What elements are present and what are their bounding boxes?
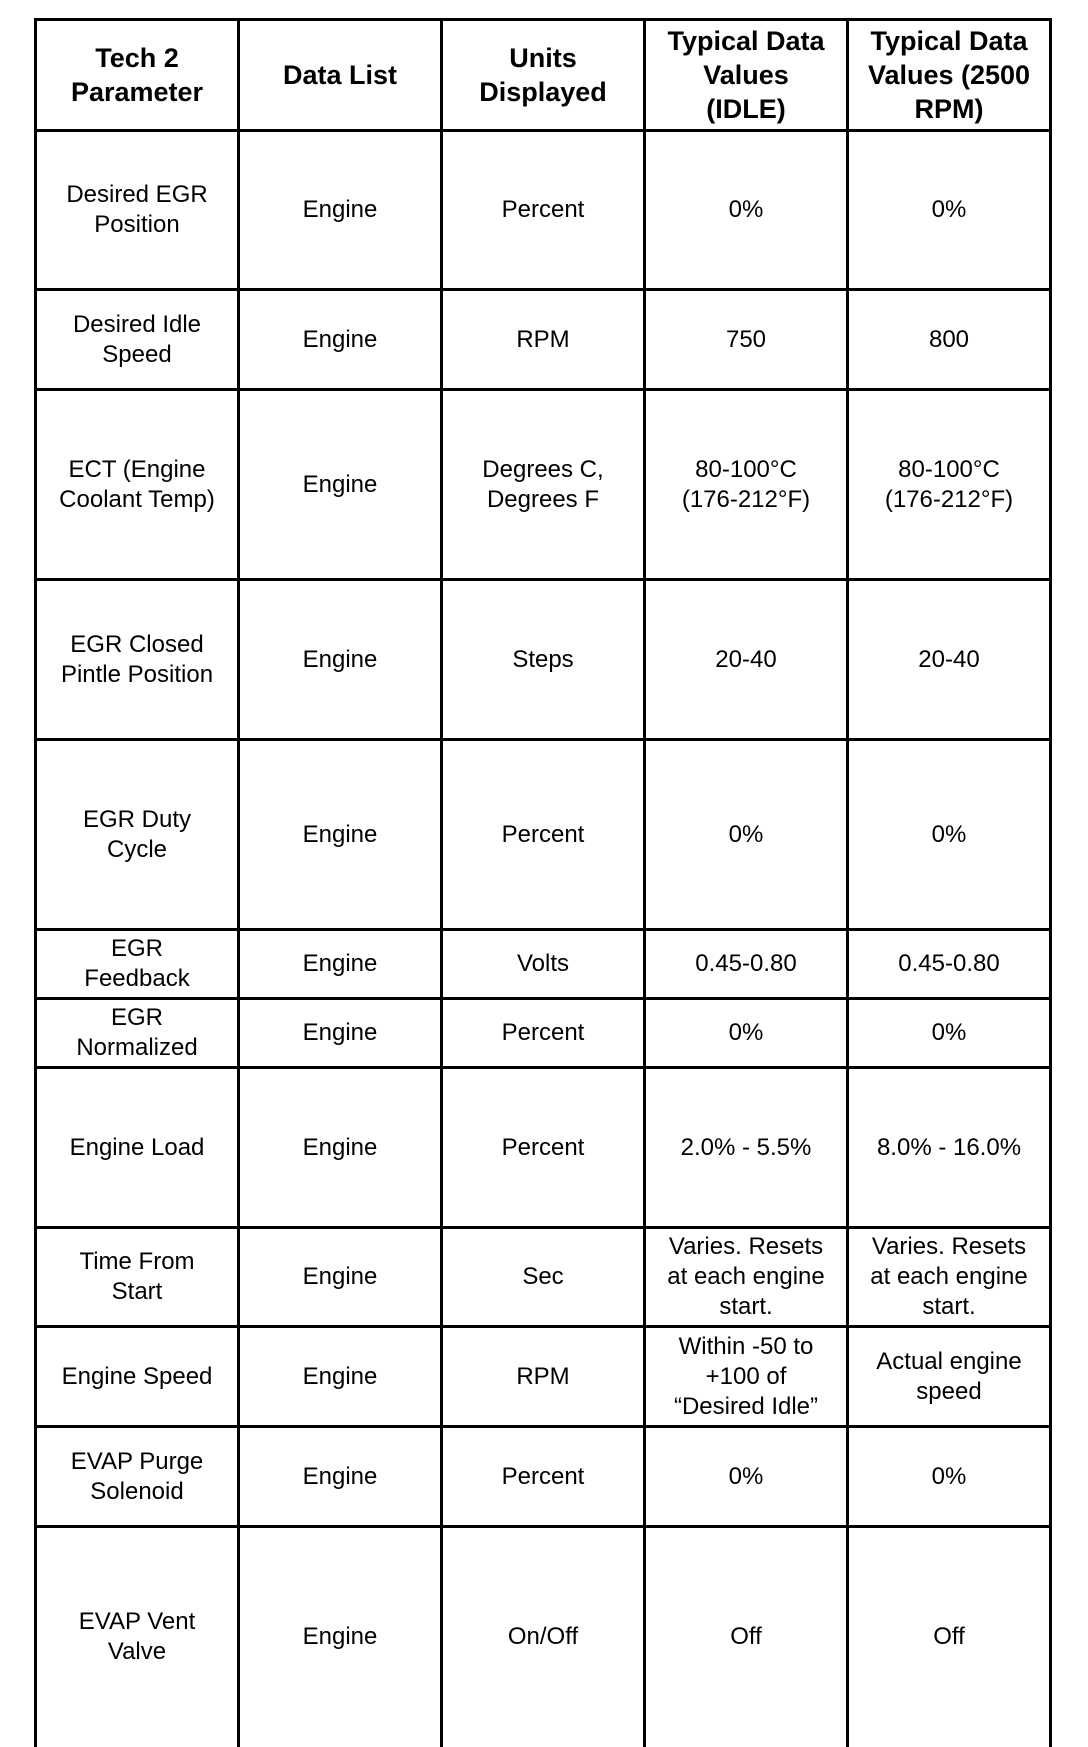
cell-idle-value: 2.0% - 5.5% <box>645 1068 848 1228</box>
cell-parameter: Engine Load <box>36 1068 239 1228</box>
table-row <box>36 580 1051 740</box>
table-row <box>36 1327 1051 1427</box>
cell-2500rpm-value: 0% <box>848 740 1051 930</box>
tech2-parameter-table <box>34 18 1052 1747</box>
cell-2500rpm-value: 0% <box>848 999 1051 1068</box>
cell-data-list: Engine <box>239 131 442 290</box>
cell-idle-value: 80-100°C (176-212°F) <box>645 390 848 580</box>
cell-2500rpm-value: 800 <box>848 290 1051 390</box>
cell-idle-value: 0% <box>645 1427 848 1527</box>
cell-units: Percent <box>442 999 645 1068</box>
table-row <box>36 290 1051 390</box>
cell-parameter: EVAP Vent Valve <box>36 1527 239 1747</box>
table-row <box>36 1527 1051 1747</box>
cell-idle-value: 0.45-0.80 <box>645 930 848 999</box>
cell-2500rpm-value: 0% <box>848 1427 1051 1527</box>
cell-2500rpm-value: Varies. Resets at each engine start. <box>848 1228 1051 1327</box>
table-header <box>36 20 1051 131</box>
cell-idle-value: 20-40 <box>645 580 848 740</box>
cell-units: Volts <box>442 930 645 999</box>
cell-idle-value: Off <box>645 1527 848 1747</box>
cell-parameter: EVAP Purge Solenoid <box>36 1427 239 1527</box>
cell-data-list: Engine <box>239 740 442 930</box>
cell-units: On/Off <box>442 1527 645 1747</box>
cell-data-list: Engine <box>239 580 442 740</box>
cell-parameter: Desired Idle Speed <box>36 290 239 390</box>
cell-units: Percent <box>442 1068 645 1228</box>
cell-data-list: Engine <box>239 1228 442 1327</box>
cell-data-list: Engine <box>239 999 442 1068</box>
table-row <box>36 930 1051 999</box>
cell-2500rpm-value: 80-100°C (176-212°F) <box>848 390 1051 580</box>
cell-data-list: Engine <box>239 1327 442 1427</box>
cell-parameter: Engine Speed <box>36 1327 239 1427</box>
cell-parameter: Time From Start <box>36 1228 239 1327</box>
cell-units: Degrees C, Degrees F <box>442 390 645 580</box>
header-data-list: Data List <box>239 20 442 131</box>
table-row <box>36 131 1051 290</box>
cell-data-list: Engine <box>239 290 442 390</box>
cell-idle-value: Varies. Resets at each engine start. <box>645 1228 848 1327</box>
cell-data-list: Engine <box>239 1527 442 1747</box>
cell-units: RPM <box>442 1327 645 1427</box>
cell-units: Percent <box>442 740 645 930</box>
table-row <box>36 1068 1051 1228</box>
table-row <box>36 740 1051 930</box>
cell-2500rpm-value: 0.45-0.80 <box>848 930 1051 999</box>
cell-units: Steps <box>442 580 645 740</box>
cell-idle-value: 0% <box>645 131 848 290</box>
cell-units: Percent <box>442 1427 645 1527</box>
cell-data-list: Engine <box>239 930 442 999</box>
header-units-displayed: Units Displayed <box>442 20 645 131</box>
header-tech2-parameter: Tech 2 Parameter <box>36 20 239 131</box>
cell-idle-value: 750 <box>645 290 848 390</box>
cell-data-list: Engine <box>239 1068 442 1228</box>
cell-2500rpm-value: Off <box>848 1527 1051 1747</box>
cell-2500rpm-value: 8.0% - 16.0% <box>848 1068 1051 1228</box>
cell-data-list: Engine <box>239 1427 442 1527</box>
cell-parameter: EGR Feedback <box>36 930 239 999</box>
table-body <box>36 131 1051 1747</box>
header-typical-2500rpm: Typical Data Values (2500 RPM) <box>848 20 1051 131</box>
cell-2500rpm-value: 20-40 <box>848 580 1051 740</box>
cell-2500rpm-value: 0% <box>848 131 1051 290</box>
cell-parameter: ECT (Engine Coolant Temp) <box>36 390 239 580</box>
cell-units: Sec <box>442 1228 645 1327</box>
cell-idle-value: 0% <box>645 999 848 1068</box>
table-row <box>36 1427 1051 1527</box>
cell-parameter: EGR Closed Pintle Position <box>36 580 239 740</box>
table-row <box>36 390 1051 580</box>
table-row <box>36 1228 1051 1327</box>
cell-parameter: Desired EGR Position <box>36 131 239 290</box>
header-typical-idle: Typical Data Values (IDLE) <box>645 20 848 131</box>
table-row <box>36 999 1051 1068</box>
cell-parameter: EGR Normalized <box>36 999 239 1068</box>
cell-data-list: Engine <box>239 390 442 580</box>
cell-2500rpm-value: Actual engine speed <box>848 1327 1051 1427</box>
cell-idle-value: Within -50 to +100 of “Desired Idle” <box>645 1327 848 1427</box>
cell-units: RPM <box>442 290 645 390</box>
header-row <box>36 20 1051 131</box>
cell-idle-value: 0% <box>645 740 848 930</box>
cell-units: Percent <box>442 131 645 290</box>
cell-parameter: EGR Duty Cycle <box>36 740 239 930</box>
